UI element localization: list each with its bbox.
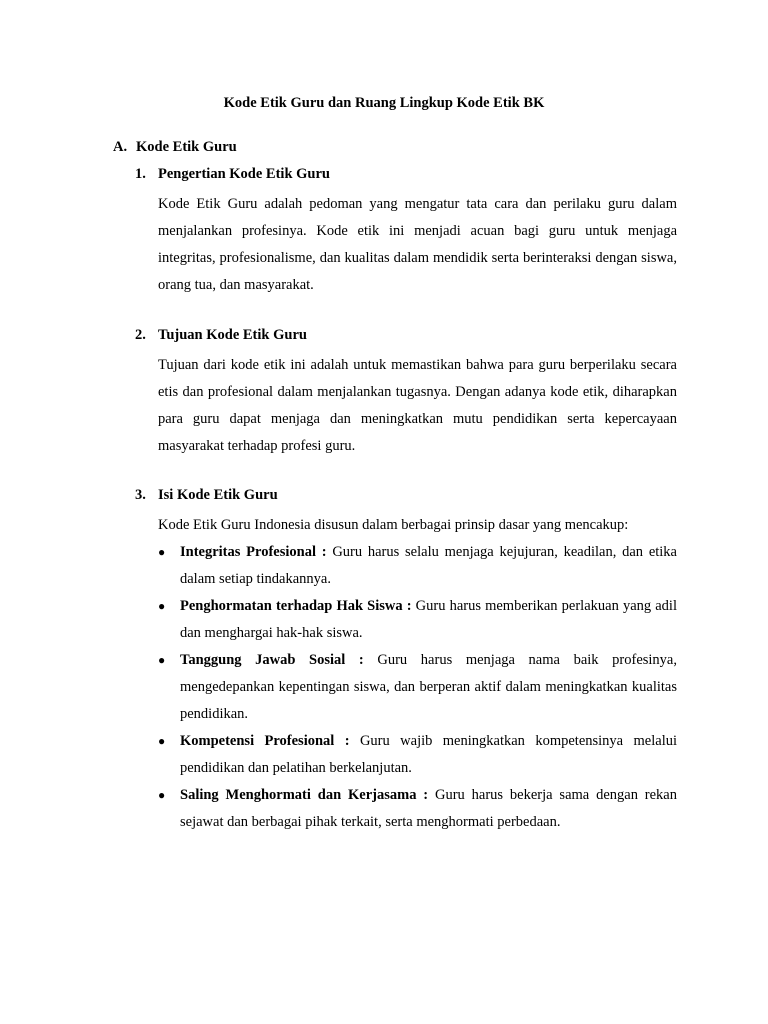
subsection-heading	[135, 164, 677, 191]
list-item	[158, 539, 677, 593]
subsection-pengertian	[135, 164, 677, 299]
list-item	[158, 782, 677, 836]
bullet-icon: ●	[158, 653, 166, 667]
principle-text: Guru harus selalu menjaga kejujuran, keadilan, dan etika dalam setiap tindakannya.	[180, 544, 677, 587]
bullet-icon: ●	[158, 734, 166, 748]
bullet-icon: ●	[158, 788, 166, 802]
list-item	[158, 647, 677, 728]
principle-text: Guru harus menjaga nama baik profesinya, mengedepankan kepentingan siswa, dan berperan aktif dalam meningkatkan kualitas pendidikan.	[180, 652, 677, 722]
principle-text: Guru harus memberikan perlakuan yang adil dan menghargai hak-hak siswa.	[180, 598, 677, 641]
subsection-isi	[135, 485, 677, 836]
principle-term: Penghormatan terhadap Hak Siswa :	[180, 598, 412, 614]
document-title: Kode Etik Guru dan Ruang Lingkup Kode Etik BK	[223, 95, 545, 111]
section-heading-text: Kode Etik Guru	[136, 139, 237, 155]
principle-term: Tanggung Jawab Sosial :	[180, 652, 364, 668]
principle-term: Kompetensi Profesional :	[180, 733, 350, 749]
principles-list	[158, 539, 677, 836]
subsection-heading	[135, 325, 677, 352]
subsection-heading-text: Isi Kode Etik Guru	[158, 487, 278, 503]
principle-text: Guru wajib meningkatkan kompetensinya melalui pendidikan dan pelatihan berkelanjutan.	[180, 733, 678, 776]
subsection-paragraph: Tujuan dari kode etik ini adalah untuk memastikan bahwa para guru berperilaku secara etis dan profesional dalam menjalankan tugasnya. Dengan adanya kode etik, diharapkan para guru dapat menjaga dan meningkatkan mutu pendidikan serta kepercayaan masyarakat terhadap profesi guru.	[158, 357, 677, 454]
section-a-heading	[113, 137, 237, 157]
bullet-icon: ●	[158, 599, 166, 613]
principle-term: Saling Menghormati dan Kerjasama :	[180, 787, 429, 803]
subsection-number: 3.	[135, 487, 146, 503]
subsection-tujuan	[135, 325, 677, 460]
subsection-number: 2.	[135, 327, 146, 343]
list-item	[158, 728, 677, 782]
subsection-intro: Kode Etik Guru Indonesia disusun dalam berbagai prinsip dasar yang mencakup:	[158, 517, 629, 533]
list-item	[158, 593, 677, 647]
subsection-heading-text: Tujuan Kode Etik Guru	[158, 327, 307, 343]
subsection-paragraph: Kode Etik Guru adalah pedoman yang mengatur tata cara dan perilaku guru dalam menjalankan profesinya. Kode etik ini menjadi acuan bagi guru untuk menjaga integritas, profesionalisme, dan kualitas dalam mendidik serta berinteraksi dengan siswa, orang tua, dan masyarakat.	[158, 196, 677, 293]
principle-term: Integritas Profesional :	[180, 544, 327, 560]
subsection-number: 1.	[135, 166, 146, 182]
subsection-heading-text: Pengertian Kode Etik Guru	[158, 166, 330, 182]
subsection-heading	[135, 485, 677, 512]
section-marker: A.	[113, 139, 128, 155]
bullet-icon: ●	[158, 545, 166, 559]
principle-text: Guru harus bekerja sama dengan rekan sejawat dan berbagai pihak terkait, serta menghormati perbedaan.	[180, 787, 677, 830]
